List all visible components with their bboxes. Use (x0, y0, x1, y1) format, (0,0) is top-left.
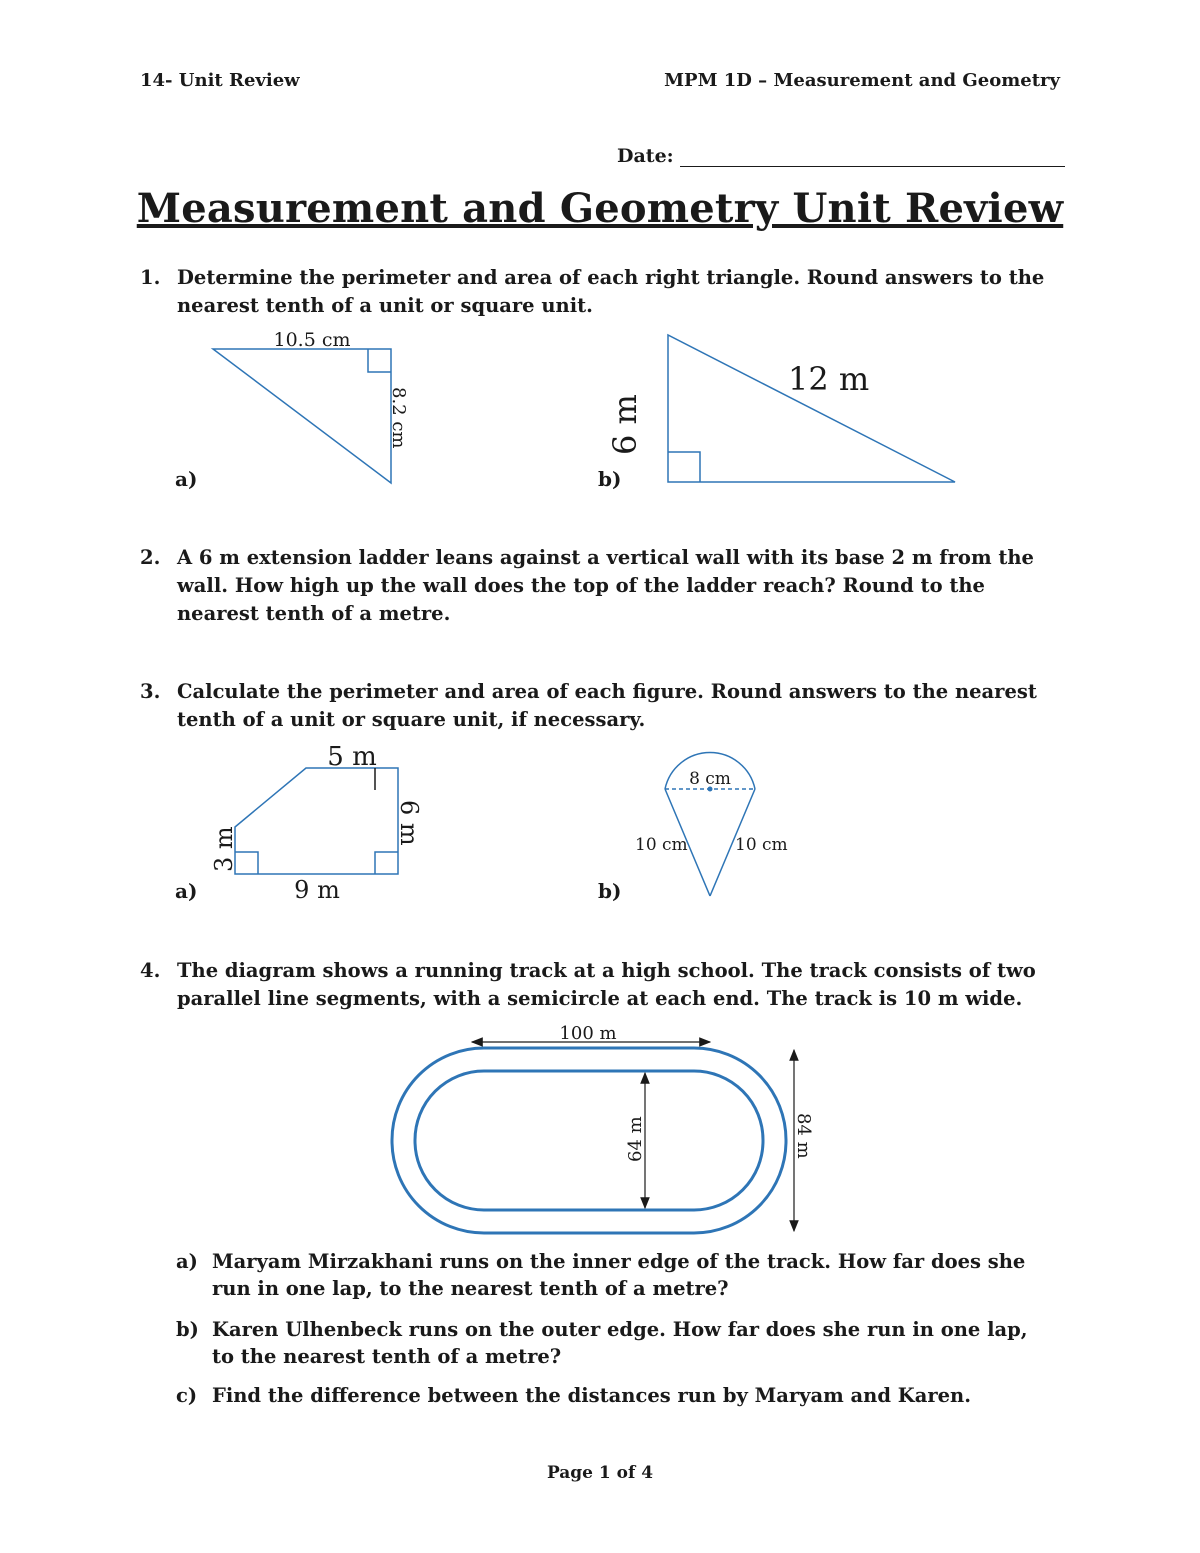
track-outer-edge (392, 1048, 786, 1233)
track-inner-edge (415, 1071, 763, 1210)
question-number: 4. (140, 959, 161, 982)
date-field (617, 145, 1065, 167)
question-number: 2. (140, 546, 161, 569)
label-right: 6 m (395, 800, 423, 846)
part-text: Karen Ulhenbeck runs on the outer edge. How far does she run in one lap, to the nearest tenth of a metre? (212, 1318, 1028, 1368)
label-left-side: 10 cm (635, 835, 688, 855)
label-outer-width: 84 m (793, 1113, 814, 1159)
triangle-shape (213, 349, 391, 483)
question-text: A 6 m extension ladder leans against a vertical wall with its base 2 m from the wall. How high up the wall does the top of the ladder reach? Round to the nearest tenth of a metre. (177, 546, 1034, 625)
date-label: Date: (617, 145, 674, 167)
q3-part-b-label: b) (598, 879, 622, 903)
label-inner-width: 64 m (625, 1116, 646, 1162)
question-number: 3. (140, 680, 161, 703)
header-left: 14- Unit Review (140, 70, 300, 91)
q3b-cone-diagram (620, 740, 820, 910)
page-footer: Page 1 of 4 (546, 1463, 654, 1483)
question-2 (140, 544, 1060, 628)
label-side: 6 m (606, 394, 644, 455)
part-text: Find the difference between the distances run by Maryam and Karen. (212, 1384, 972, 1407)
q3a-pentagon-diagram (200, 740, 440, 910)
header-right: MPM 1D – Measurement and Geometry (664, 70, 1060, 91)
pentagon-shape (235, 768, 398, 874)
question-1 (140, 264, 1060, 320)
label-top: 5 m (327, 742, 377, 772)
part-letter: b) (176, 1318, 199, 1341)
page-title: Measurement and Geometry Unit Review (136, 185, 1064, 232)
label-hypotenuse: 12 m (788, 360, 870, 398)
question-text: Calculate the perimeter and area of each figure. Round answers to the nearest tenth of a unit or square unit, if necessary. (177, 680, 1037, 731)
right-angle-marker (235, 852, 258, 874)
question-number: 1. (140, 266, 161, 289)
question-4 (140, 957, 1060, 1013)
question-text: The diagram shows a running track at a high school. The track consists of two parallel line segments, with a semicircle at each end. The track is 10 m wide. (177, 959, 1036, 1010)
right-angle-marker (368, 349, 391, 372)
q4-part-a (176, 1248, 1056, 1302)
q1b-triangle-diagram (606, 330, 980, 500)
date-blank[interactable] (680, 148, 1065, 167)
q4-part-b (176, 1316, 1056, 1370)
q3-part-a-label: a) (175, 879, 198, 903)
part-letter: a) (176, 1250, 198, 1273)
q4-part-c (176, 1382, 1056, 1409)
label-base: 10.5 cm (273, 329, 351, 351)
label-left: 3 m (210, 826, 238, 872)
q1a-triangle-diagram (200, 325, 440, 495)
right-angle-marker (668, 452, 700, 482)
q4-track-diagram (380, 1015, 830, 1245)
triangle-shape (668, 335, 955, 482)
q1-part-a-label: a) (175, 467, 198, 491)
label-right-side: 10 cm (735, 835, 788, 855)
label-diameter: 8 cm (689, 769, 731, 789)
right-angle-marker (375, 852, 398, 874)
part-text: Maryam Mirzakhani runs on the inner edge of the track. How far does she run in one lap, to the nearest tenth of a metre? (212, 1250, 1026, 1300)
label-side-vertical: 8.2 cm (388, 387, 409, 449)
q1-part-b-label: b) (598, 467, 622, 491)
question-text: Determine the perimeter and area of each right triangle. Round answers to the nearest tenth of a unit or square unit. (177, 266, 1045, 317)
label-length: 100 m (559, 1023, 617, 1044)
label-bottom: 9 m (294, 876, 340, 904)
part-letter: c) (176, 1384, 198, 1407)
question-3 (140, 678, 1060, 734)
